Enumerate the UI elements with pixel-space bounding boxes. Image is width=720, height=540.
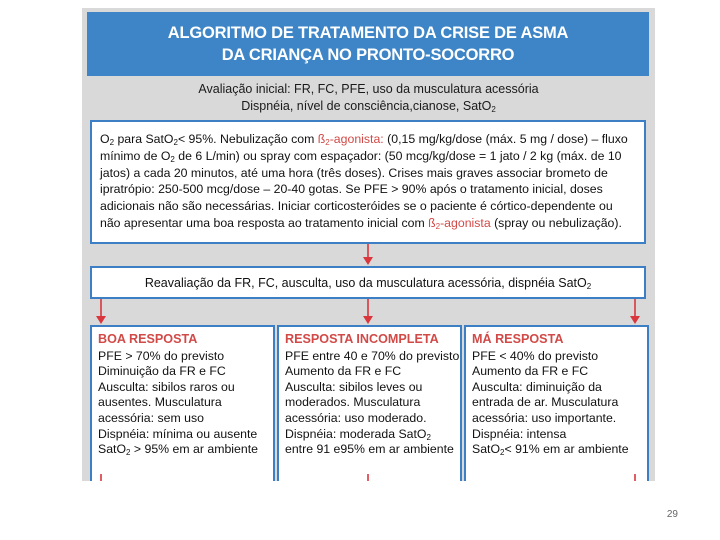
subscript: 2 bbox=[435, 221, 441, 231]
response-line bbox=[472, 442, 641, 458]
response-line-text: SatO bbox=[98, 442, 127, 457]
response-line: acessória: uso importante. bbox=[472, 410, 617, 425]
subscript: 2 bbox=[586, 281, 592, 291]
subscript: 2 bbox=[126, 448, 131, 458]
algorithm-figure bbox=[82, 8, 655, 481]
arrow-down-icon bbox=[361, 244, 375, 266]
response-line: Ausculta: sibilos leves ou bbox=[285, 379, 423, 394]
treatment-text: de 6 L/min) ou spray com espaçador: (50 mcg/kg/dose = 1 jato / 2 kg (máx. de 10 jatos) a cada 20 minutos, até uma hora (três doses). Crises mais graves associar brometo de ipratrópio: 250-500 mcg/dose – 20-40 gotas. Se PFE > 90% após o tratamento inicial, doses adicionais não são necessárias. Iniciar corticosteróides se o paciente é córtico-dependente ou não apresentar uma boa resposta ao tratamento inicial com bbox=[100, 148, 622, 230]
good-response-box bbox=[90, 325, 275, 481]
response-line: ausentes. Musculatura bbox=[98, 395, 222, 410]
response-line: Aumento da FR e FC bbox=[472, 364, 589, 379]
response-line: Ausculta: diminuição da bbox=[472, 379, 602, 394]
response-line: Dispnéia: mínima ou ausente bbox=[98, 426, 258, 441]
response-line: PFE < 40% do previsto bbox=[472, 348, 599, 363]
reevaluation-text bbox=[145, 275, 591, 291]
page-number: 29 bbox=[666, 509, 678, 520]
response-line: PFE entre 40 e 70% do previsto bbox=[285, 348, 460, 363]
reevaluation-box bbox=[90, 266, 646, 299]
response-line: moderados. Musculatura bbox=[285, 395, 421, 410]
assessment-line-2 bbox=[82, 98, 655, 115]
title-line-1: ALGORITMO DE TRATAMENTO DA CRISE DE ASMA bbox=[167, 24, 569, 42]
treatment-text: (0,15 mg/kg/dose (máx. 5 mg / dose) – fluxo mínimo de O bbox=[100, 132, 628, 163]
good-response-header: BOA RESPOSTA bbox=[98, 332, 198, 346]
response-line: acessória: uso moderado. bbox=[285, 410, 427, 425]
treatment-text: O bbox=[100, 132, 110, 146]
subscript: 2 bbox=[426, 432, 431, 442]
response-line bbox=[285, 427, 454, 443]
response-line-text: > 95% em ar ambiente bbox=[130, 442, 258, 457]
treatment-text: < 95%. Nebulização com bbox=[177, 132, 318, 146]
arrow-down-icon bbox=[361, 299, 375, 325]
response-line: Diminuição da FR e FC bbox=[98, 364, 226, 379]
response-line: Dispnéia: intensa bbox=[472, 426, 567, 441]
treatment-text: para SatO bbox=[114, 132, 174, 146]
title-line-2: DA CRIANÇA NO PRONTO-SOCORRO bbox=[221, 46, 515, 64]
arrow-down-icon bbox=[361, 474, 375, 481]
subscript: 2 bbox=[500, 448, 505, 458]
initial-assessment bbox=[82, 78, 655, 118]
beta-agonist-term bbox=[318, 132, 384, 146]
beta-agonist-label: -agonista: bbox=[329, 132, 384, 146]
beta-symbol: ß bbox=[317, 132, 326, 146]
poor-response-header: MÁ RESPOSTA bbox=[472, 332, 564, 346]
arrow-down-icon bbox=[628, 299, 642, 325]
reevaluation-label: Reavaliação da FR, FC, ausculta, uso da musculatura acessória, dispnéia SatO bbox=[144, 275, 587, 290]
response-line bbox=[98, 442, 267, 458]
response-line: acessória: sem uso bbox=[98, 410, 204, 425]
response-line: PFE > 70% do previsto bbox=[98, 348, 225, 363]
assessment-line-2-text: Dispnéia, nível de consciência,cianose, SatO bbox=[241, 99, 492, 113]
assessment-line-1: Avaliação inicial: FR, FC, PFE, uso da musculatura acessória bbox=[198, 82, 539, 96]
response-line-text: < 91% em ar ambiente bbox=[504, 442, 629, 457]
beta-symbol: ß bbox=[428, 215, 436, 230]
beta-agonist-label: -agonista bbox=[440, 215, 491, 230]
subscript: 2 bbox=[170, 154, 175, 164]
subscript: 2 bbox=[109, 138, 115, 147]
treatment-text: (spray ou nebulização). bbox=[490, 215, 622, 230]
arrow-down-icon bbox=[94, 474, 108, 481]
response-line: Aumento da FR e FC bbox=[285, 364, 402, 379]
subscript: 2 bbox=[325, 138, 330, 147]
arrow-down-icon bbox=[94, 299, 108, 325]
incomplete-response-header: RESPOSTA INCOMPLETA bbox=[285, 332, 439, 346]
poor-response-box bbox=[464, 325, 649, 481]
response-line-text: Dispnéia: moderada SatO bbox=[285, 426, 427, 441]
response-line: Ausculta: sibilos raros ou bbox=[98, 379, 235, 394]
beta-agonist-term bbox=[428, 216, 491, 230]
arrow-down-icon bbox=[628, 474, 642, 481]
response-line: entrada de ar. Musculatura bbox=[472, 395, 619, 410]
incomplete-response-box bbox=[277, 325, 462, 481]
response-line-text: SatO bbox=[472, 442, 501, 457]
subscript: 2 bbox=[491, 105, 496, 114]
title-banner bbox=[87, 12, 649, 76]
initial-treatment-box bbox=[90, 120, 646, 244]
subscript: 2 bbox=[173, 138, 178, 147]
response-line: entre 91 e95% em ar ambiente bbox=[285, 442, 454, 457]
